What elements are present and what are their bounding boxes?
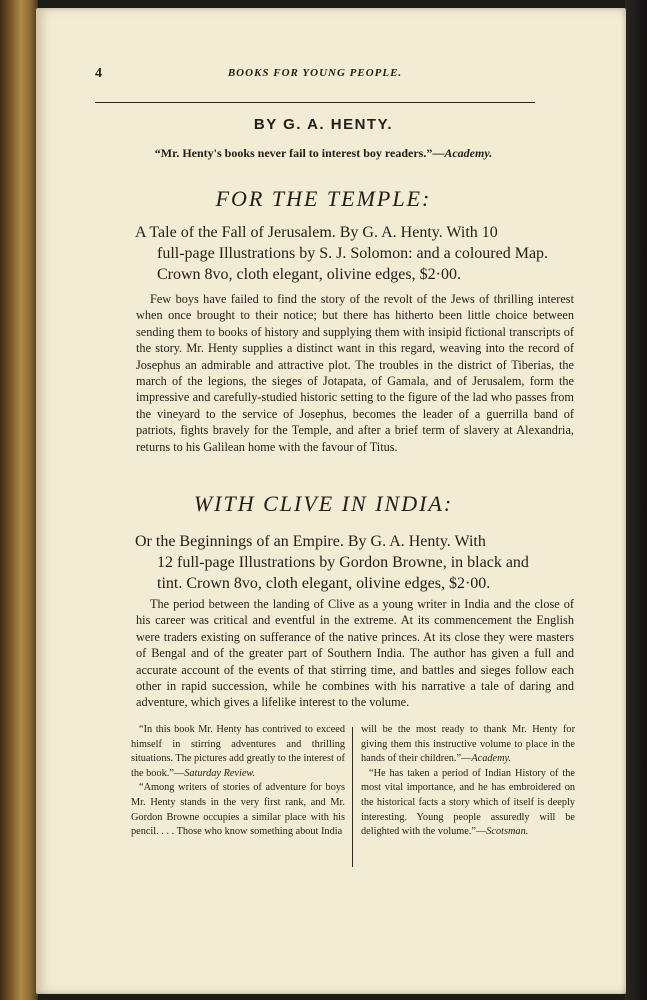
book-subtitle-for-the-temple bbox=[135, 222, 575, 285]
book-description-for-the-temple: Few boys have failed to find the story of the revolt of the Jews of thrilling interest when once brought to their notice; but there has hitherto been little choice between sending them to books of history and supplying them with insipid fictional transcripts of the story. Mr. Henty supplies a distinct want in this regard, weaving into the record of Josephus an admirable and attractive plot. The troubles in the district of Tiberias, the march of the legions, the sieges of Jotapata, of Gamala, and of Jerusalem, form the impressive and carefully-studied historic setting to the figure of the lad who passes from the vineyard to the service of Josephus, becomes the leader of a guerrilla band of patriots, fights bravely for the Temple, and after a brief term of slavery at Alexandria, returns to his Galilean home with the favour of Titus. bbox=[136, 292, 574, 454]
book-subtitle-line: Crown 8vo, cloth elegant, olivine edges, $2·00. bbox=[157, 266, 461, 283]
book-subtitle-with-clive-in-india bbox=[135, 531, 575, 594]
page-number: 4 bbox=[95, 66, 102, 81]
reviews-left-column bbox=[131, 723, 345, 840]
review-text: “Among writers of stories of adventure for boys Mr. Henty stands in the very first rank, and Mr. Gordon Browne occupies a similar place with his pencil. . . . Those who know something about India bbox=[131, 782, 345, 838]
review-text: will be the most ready to thank Mr. Henty for giving them this instructive volume to place in the hands of their children.”— bbox=[361, 724, 575, 765]
book-subtitle-line: full-page Illustrations by S. J. Solomon: and a coloured Map. bbox=[157, 245, 549, 262]
author-heading: BY G. A. HENTY. bbox=[253, 116, 394, 133]
book-title-with-clive-in-india: WITH CLIVE IN INDIA: bbox=[193, 491, 454, 516]
book-subtitle-line: tint. Crown 8vo, cloth elegant, olivine edges, $2·00. bbox=[157, 575, 491, 592]
review-source: Saturday Review. bbox=[184, 767, 256, 779]
book-subtitle-line: Or the Beginnings of an Empire. By G. A. Henty. With bbox=[135, 533, 486, 550]
column-divider bbox=[352, 727, 353, 867]
tagline-quote: “Mr. Henty's books never fail to interest boy readers.”— bbox=[154, 146, 445, 160]
book-subtitle-line: 12 full-page Illustrations by Gordon Browne, in black and bbox=[157, 554, 529, 571]
review-quote bbox=[131, 781, 345, 839]
running-head bbox=[95, 66, 535, 103]
reviews-right-column bbox=[361, 723, 575, 840]
review-source: Scotsman. bbox=[486, 826, 529, 838]
review-quote bbox=[361, 723, 575, 767]
review-source: Academy. bbox=[471, 753, 512, 765]
review-text: “In this book Mr. Henty has contrived to exceed himself in stirring adventures and thrilling situations. The pictures add greatly to the interest of the book.”— bbox=[131, 724, 345, 779]
review-text: “He has taken a period of Indian History of the most vital importance, and he has embroidered on the historical facts a story which of itself is deeply interesting. Young people assuredly will be delighted with the volume.”— bbox=[361, 767, 575, 838]
press-reviews bbox=[131, 723, 575, 863]
review-quote bbox=[361, 767, 575, 840]
tagline-source: Academy. bbox=[444, 146, 493, 160]
book-description-with-clive-in-india: The period between the landing of Clive as a young writer in India and the close of his career was critical and eventful in the extreme. At its commencement the English were traders existing on sufferance of the native princes. At its close they were masters of Bengal and of the greater part of Southern India. The author has given a full and accurate account of the events of that stirring time, and battles and sieges follow each other in rapid succession, while he combines with his narrative a tale of daring and adventure, which gives a lifelike interest to the volume. bbox=[136, 597, 574, 710]
book-title-for-the-temple: FOR THE TEMPLE: bbox=[215, 186, 432, 211]
book-subtitle-line: A Tale of the Fall of Jerusalem. By G. A. Henty. With 10 bbox=[135, 224, 498, 241]
review-quote bbox=[131, 723, 345, 781]
author-tagline bbox=[0, 146, 647, 161]
running-title: BOOKS FOR YOUNG PEOPLE. bbox=[227, 67, 403, 79]
